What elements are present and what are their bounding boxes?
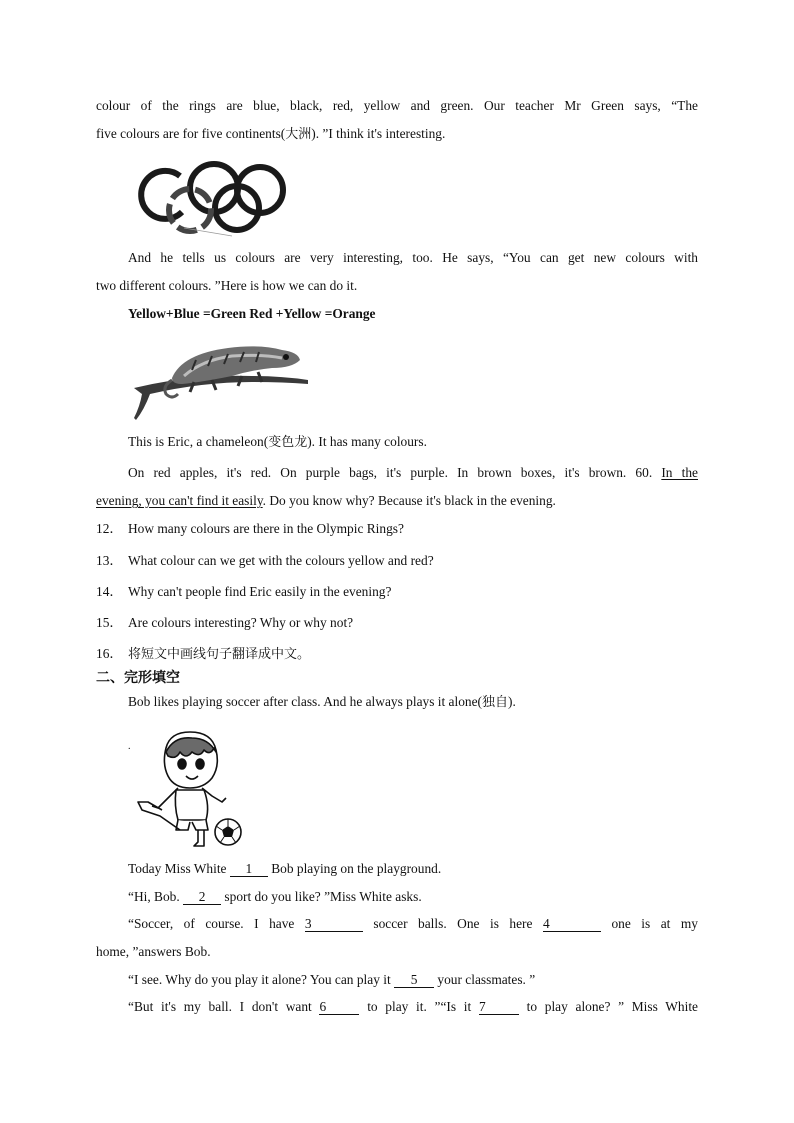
cloze-line-3 bbox=[128, 915, 698, 933]
question-16 bbox=[96, 645, 310, 664]
para1-line2-zh: 大洲 bbox=[285, 127, 312, 142]
question-12 bbox=[96, 520, 404, 538]
para4-line2-text: . Do you know why? Because it's black in the evening. bbox=[262, 493, 556, 508]
cloze-text: to play alone? ” Miss White bbox=[526, 999, 698, 1014]
question-13 bbox=[96, 552, 434, 570]
para4-line2 bbox=[96, 492, 556, 510]
cloze-text: “But it's my ball. I don't want bbox=[128, 999, 312, 1014]
olympic-rings-image bbox=[132, 158, 288, 240]
cloze-blank-3[interactable]: 3 bbox=[305, 917, 363, 932]
question-text: 将短文中画线句子翻译成中文。 bbox=[128, 647, 311, 662]
cloze-intro bbox=[128, 693, 516, 712]
question-14 bbox=[96, 583, 391, 601]
cloze-text: “I see. Why do you play it alone? You can play it bbox=[128, 972, 391, 987]
cloze-blank-6[interactable]: 6 bbox=[319, 1000, 359, 1015]
question-text: Why can't people find Eric easily in the evening? bbox=[128, 584, 392, 599]
para4-line1-text: On red apples, it's red. On purple bags, it's purple. In brown boxes, it's brown. 60. bbox=[128, 465, 662, 480]
cloze-blank-4[interactable]: 4 bbox=[543, 917, 601, 932]
cloze-text: your classmates. ” bbox=[437, 972, 536, 987]
stray-dot: . bbox=[128, 741, 131, 752]
cloze-line-4: home, ”answers Bob. bbox=[96, 944, 211, 959]
para3-zh: 变色龙 bbox=[268, 435, 308, 450]
para4-line1 bbox=[128, 464, 698, 482]
cloze-line-5 bbox=[128, 971, 535, 989]
cloze-text: soccer balls. One is here bbox=[373, 916, 533, 931]
para1-line2-text-b: ). ”I think it's interesting. bbox=[311, 126, 446, 141]
cloze-intro-zh: 独自 bbox=[482, 695, 509, 710]
colour-formula: Yellow+Blue =Green Red +Yellow =Orange bbox=[128, 306, 376, 321]
question-number: 14． bbox=[96, 584, 123, 599]
para2-line1: And he tells us colours are very interesting, too. He says, “You can get new colours with bbox=[128, 250, 698, 265]
cloze-intro-text-b: ). bbox=[508, 694, 516, 709]
question-number: 12． bbox=[96, 521, 123, 536]
cloze-text: Bob playing on the playground. bbox=[271, 861, 442, 876]
question-15 bbox=[96, 614, 353, 632]
boy-soccer-image bbox=[130, 726, 250, 850]
cloze-text: Today Miss White bbox=[128, 861, 227, 876]
cloze-line-1 bbox=[128, 860, 441, 878]
para3-text-b: ). It has many colours. bbox=[307, 434, 427, 449]
underlined-sentence-part1: In the bbox=[661, 465, 698, 480]
cloze-line-2 bbox=[128, 888, 422, 906]
cloze-intro-text-a: Bob likes playing soccer after class. And he always plays it alone( bbox=[128, 694, 483, 709]
cloze-text: sport do you like? ”Miss White asks. bbox=[224, 889, 422, 904]
chameleon-image bbox=[132, 330, 310, 422]
question-number: 16． bbox=[96, 646, 123, 661]
question-text: How many colours are there in the Olympic Rings? bbox=[128, 521, 404, 536]
question-number: 13． bbox=[96, 553, 123, 568]
cloze-blank-1[interactable]: 1 bbox=[230, 862, 268, 877]
cloze-line-6 bbox=[128, 998, 698, 1016]
question-text: Are colours interesting? Why or why not? bbox=[128, 615, 354, 630]
underlined-sentence-part2: evening, you can't find it easily bbox=[96, 493, 263, 508]
cloze-text: one is at my bbox=[611, 916, 698, 931]
cloze-blank-7[interactable]: 7 bbox=[479, 1000, 519, 1015]
para1-line2 bbox=[96, 125, 445, 144]
cloze-blank-2[interactable]: 2 bbox=[183, 890, 221, 905]
para3-text-a: This is Eric, a chameleon( bbox=[128, 434, 269, 449]
para1-line2-text-a: five colours are for five continents( bbox=[96, 126, 286, 141]
cloze-text: “Soccer, of course. I have bbox=[128, 916, 295, 931]
cloze-text: “Hi, Bob. bbox=[128, 889, 180, 904]
para1-line1: colour of the rings are blue, black, red, yellow and green. Our teacher Mr Green says, “The bbox=[96, 98, 698, 113]
cloze-text: to play it. ”“Is it bbox=[367, 999, 472, 1014]
question-number: 15． bbox=[96, 615, 123, 630]
cloze-blank-5[interactable]: 5 bbox=[394, 973, 434, 988]
para2-line2: two different colours. ”Here is how we can do it. bbox=[96, 278, 358, 293]
question-text: What colour can we get with the colours yellow and red? bbox=[128, 553, 434, 568]
para3-line bbox=[128, 433, 427, 452]
section-2-title: 二、完形填空 bbox=[96, 670, 180, 686]
